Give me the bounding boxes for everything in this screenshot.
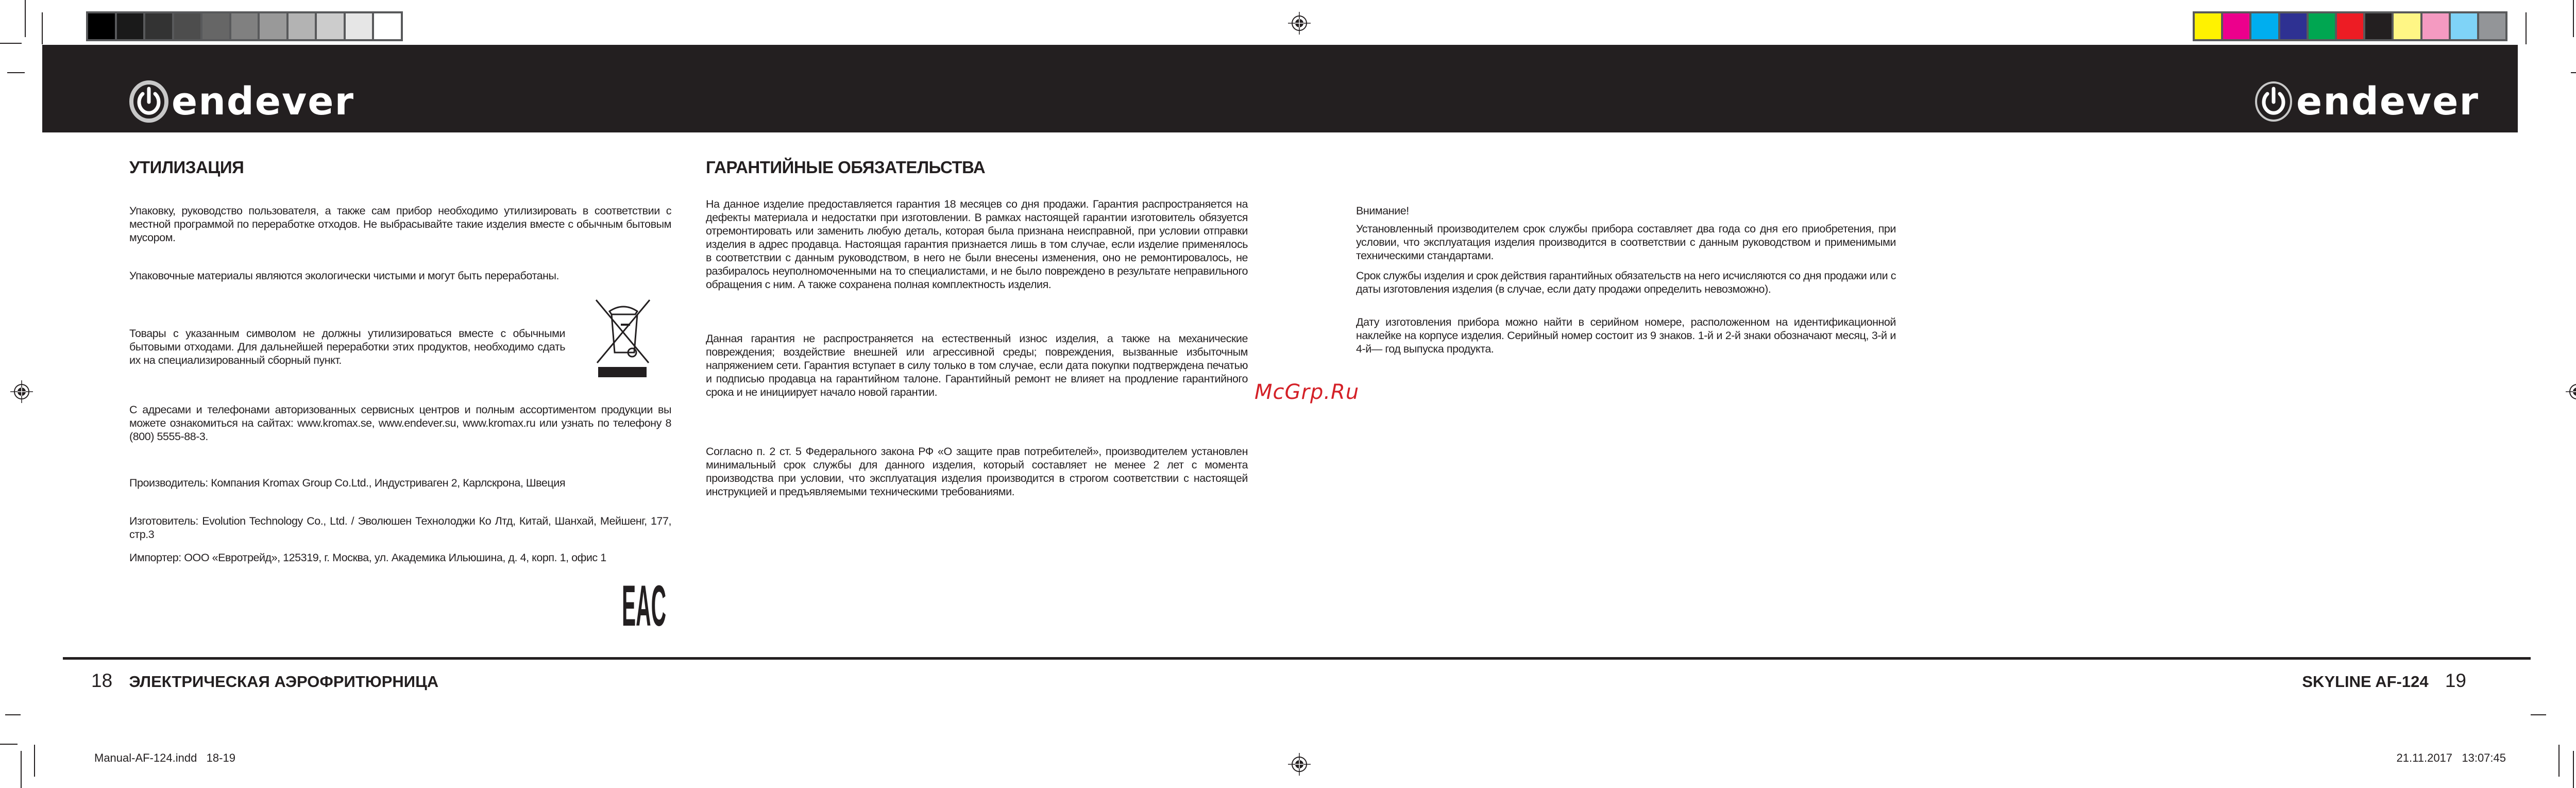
grayscale-color-bar [86,11,403,41]
eac-mark-text: EAC [622,574,666,638]
color-swatch [2394,13,2420,39]
paragraph: Дату изготовления прибора можно найти в серийном номере, расположенном на идентификационной наклейке на корпусе изделия. Серийный номер состоит из 9 знаков. 1-й и 2-й знаки обозначают месяц, 3-й и 4-й— год выпуска продукта. [1356,316,1896,355]
watermark: McGrp.Ru [1255,380,1360,404]
left-footer [91,670,438,692]
color-swatch [2479,13,2505,39]
color-swatch [2422,13,2449,39]
logo-text: endever [172,79,354,124]
paragraph: Срок службы изделия и срок действия гарантийных обязательств на него исчисляются со дня продажи или с даты изготовления изделия (в случае, если дату продажи определить невозможно). [1356,270,1896,295]
paragraph: С адресами и телефонами авторизованных сервисных центров и полным ассортиментом продукции вы можете ознакомиться на сайтах: www.kromax.se, www.endever.su, www.kromax.ru или узнать по телефону 8 (800) 5555-88-3. [129,404,671,443]
brand-logo [2254,79,2479,124]
color-swatch [289,13,315,39]
color-swatch [2195,13,2221,39]
slug-timestamp-text: 21.11.2017 13:07:45 [2396,751,2506,764]
color-swatch [2365,13,2392,39]
brand-logo [129,79,354,124]
paragraph: Изготовитель: Evolution Technology Co., Ltd. / Эволюшен Технолоджи Ко Лтд, Китай, Шанхай, Мейшенг, 177, стр.3 [129,515,671,541]
running-title: SKYLINE AF-124 [2302,673,2429,691]
registration-mark-icon [10,380,33,403]
crop-mark [21,751,22,788]
color-swatch [346,13,372,39]
color-swatch [260,13,286,39]
crop-mark [2558,745,2560,777]
slug-filename [94,751,235,765]
crop-mark [2571,72,2576,73]
crossed-bin-icon [595,299,652,377]
paragraph: Упаковку, руководство пользователя, а также сам прибор необходимо утилизировать в соответствии с местной программой по переработке отходов. Не выбрасывайте такие изделия вместе с обычным бытовым мусором. [129,205,671,244]
crop-mark [2573,751,2574,788]
crop-mark [0,43,22,44]
header-band [42,45,2518,132]
paragraph: На данное изделие предоставляется гарантия 18 месяцев со дня продажи. Гарантия распространяется на дефекты материала и недостатки при изготовлении. В рамках настоящей гарантии изготовитель обязуется отремонтировать или заменить любую деталь, которая была признана неисправной, при условии отправки изделия в адрес продавца. Настоящая гарантия признается лишь в том случае, если изделие применялось в соответствии с данным руководством, в него не были внесены изменения, оно не ремонтировалось, не разбиралось неуполномоченными на то специалистами, и не было повреждено в результате неправильного обращения с ним. А также сохранена полная комплектность изделия. [706,198,1248,291]
paragraph: Товары с указанным символом не должны утилизироваться вместе с обычными бытовыми отходами. Для дальнейшей переработки этих продуктов, необходимо сдать их на специализированный сборный пункт. [129,327,565,366]
color-swatch [2280,13,2307,39]
disposal-heading: УТИЛИЗАЦИЯ [129,158,244,177]
eac-mark [621,574,667,638]
footer-rule [63,657,2531,660]
color-swatch [2309,13,2335,39]
color-swatch [202,13,229,39]
registration-mark-icon [1288,12,1311,35]
slug-timestamp [2397,751,2506,765]
crop-mark [7,72,25,73]
paragraph: Установленный производителем срок службы прибора составляет два года со дня его приобретения, при условии, что эксплуатация изделия производится в соответствии с данным руководством и применимыми техническими стандартами. [1356,223,1896,262]
paragraph: Производитель: Компания Kromax Group Co.Ltd., Индустриваген 2, Карлскрона, Швеция [129,477,566,489]
color-swatch [145,13,172,39]
registration-mark-icon [1288,753,1311,776]
crop-mark [2526,12,2527,44]
warranty-heading: ГАРАНТИЙНЫЕ ОБЯЗАТЕЛЬСТВА [706,158,986,177]
paragraph: Импортер: ООО «Евротрейд», 125319, г. Москва, ул. Академика Ильюшина, д. 4, корп. 1, офис 1 [129,551,606,564]
paragraph: Упаковочные материалы являются экологически чистыми и могут быть переработаны. [129,270,560,282]
paragraph: Согласно п. 2 ст. 5 Федерального закона РФ «О защите прав потребителей», производителем установлен минимальный срок службы для данного изделия, который составляет не менее 2 лет с момента производства при условии, что эксплуатация изделия производится в строгом соответствии с настоящей инструкцией и предъявляемыми техническими требованиями. [706,445,1248,498]
color-swatch [2223,13,2249,39]
color-swatch [2337,13,2363,39]
crop-mark [2531,714,2546,715]
logo-text: endever [2296,79,2479,124]
registration-mark-icon [2566,380,2576,403]
crop-mark [5,714,21,715]
process-color-bar [2193,11,2507,41]
color-swatch [117,13,144,39]
color-swatch [2251,13,2278,39]
color-swatch [2451,13,2477,39]
color-swatch [317,13,344,39]
color-swatch [374,13,401,39]
paragraph: Данная гарантия не распространяется на естественный износ изделия, а также на механические повреждения; воздействие внешней или агрессивной среды; повреждения, вызванные избыточным напряжением сети. Гарантия вступает в силу только в том случае, если дата покупки подтверждена печатью и подписью продавца на гарантийном талоне. Гарантийный ремонт не влияет на продление гарантийного срока и не инициирует начало новой гарантии. [706,332,1248,398]
running-title: ЭЛЕКТРИЧЕСКАЯ АЭРОФРИТЮРНИЦА [129,673,439,691]
crop-mark [2573,0,2574,37]
crop-mark [42,12,43,44]
crop-mark [0,744,18,745]
color-swatch [88,13,115,39]
color-swatch [231,13,258,39]
right-footer [2302,670,2466,692]
color-swatch [174,13,201,39]
crop-mark [25,0,26,37]
attention-label: Внимание! [1356,205,1409,217]
page-number: 19 [2445,670,2466,691]
slug-file-text: Manual-AF-124.indd 18-19 [94,751,235,764]
page-number: 18 [91,670,113,691]
